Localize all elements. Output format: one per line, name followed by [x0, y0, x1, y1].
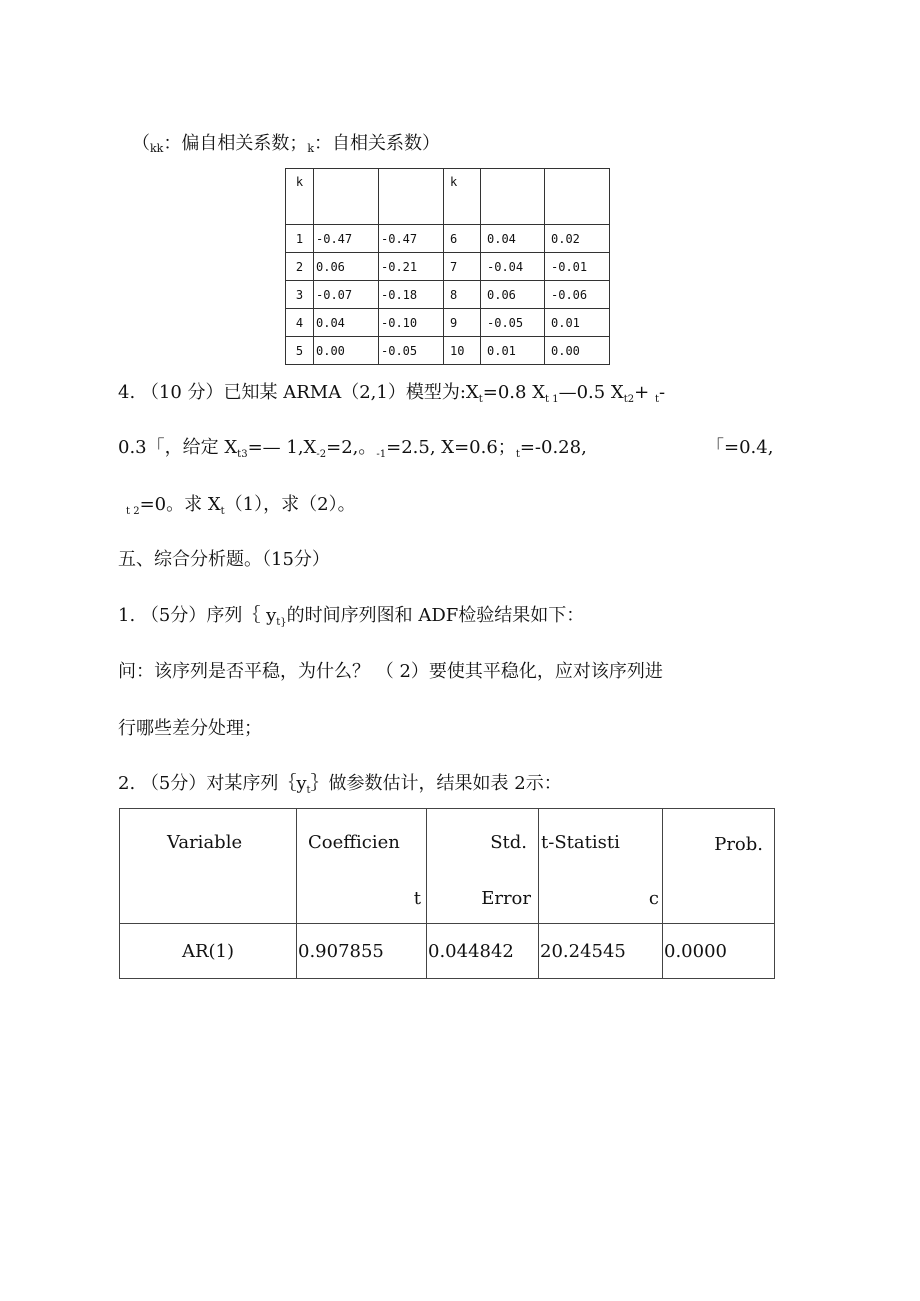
header-cell: k	[444, 169, 481, 225]
header-variable: Variable	[167, 832, 243, 853]
q4-text: =— 1,X	[247, 437, 317, 458]
header-prob: Prob.	[714, 834, 763, 855]
header-std-cell	[427, 809, 539, 924]
acf-pacf-table	[285, 168, 610, 365]
q4-text: -	[658, 382, 666, 403]
header-tstat-2: c	[648, 888, 659, 909]
table-cell: -0.47	[379, 225, 444, 253]
table-cell: -0.04	[481, 253, 545, 281]
table-header-row	[286, 169, 610, 225]
legend-acf-label: ：自相关系数）	[314, 133, 441, 154]
table-cell: -0.10	[379, 309, 444, 337]
header-cell	[379, 169, 444, 225]
q4-text: =2,。	[326, 437, 377, 458]
table-cell: 8	[444, 281, 481, 309]
q1-line-1	[118, 605, 584, 634]
legend-pacf-label: ：偏自相关系数；	[163, 133, 308, 154]
q4-sub: t	[515, 449, 520, 460]
q4-text: +	[634, 382, 655, 403]
table-cell: 0.01	[481, 337, 545, 365]
table-cell: 0.00	[545, 337, 610, 365]
legend-open: （	[132, 133, 150, 154]
table-cell: -0.21	[379, 253, 444, 281]
q4-sub: -2	[316, 449, 327, 460]
legend-k: k	[307, 142, 315, 155]
table-cell: 9	[444, 309, 481, 337]
header-coefficient-cell	[297, 809, 427, 924]
table-row	[286, 253, 610, 281]
table-row	[120, 924, 775, 979]
table-row	[286, 309, 610, 337]
q4-sub: t3	[237, 449, 248, 460]
q2-text: ｝做参数估计，结果如表 2示：	[310, 773, 562, 794]
header-cell	[481, 169, 545, 225]
table-cell: 0.06	[314, 253, 379, 281]
cell-prob: 0.0000	[663, 924, 775, 979]
q1-text: 的时间序列图和 ADF检验结果如下：	[286, 605, 585, 626]
header-prob-cell	[663, 809, 775, 924]
table-cell: 4	[286, 309, 314, 337]
cell-std-error: 0.044842	[427, 924, 539, 979]
q4-text: =0.8 X	[482, 382, 546, 403]
q1-line-3: 行哪些差分处理；	[118, 718, 262, 739]
table-row	[286, 337, 610, 365]
q4-text: 0.3「，给定 X	[118, 437, 238, 458]
header-std-1: Std.	[490, 832, 527, 853]
table-cell: -0.01	[545, 253, 610, 281]
q4-text: （1），求（2）。	[224, 494, 356, 515]
q4-sub: t	[654, 394, 659, 405]
table-cell: 10	[444, 337, 481, 365]
table-cell: 0.06	[481, 281, 545, 309]
q2-sub: t	[306, 785, 311, 796]
q2-line-1	[118, 773, 562, 802]
table-header-row	[120, 809, 775, 924]
table-cell: -0.47	[314, 225, 379, 253]
q4-sub: -1	[376, 449, 387, 460]
q1-line-2: 问：该序列是否平稳，为什么？ （ 2）要使其平稳化，应对该序列进	[118, 661, 663, 682]
legend-kk: kk	[150, 142, 164, 155]
q4-line-1	[118, 382, 665, 411]
table-cell: -0.18	[379, 281, 444, 309]
header-std-2: Error	[481, 888, 531, 909]
q4-line-2-tail: 「=0.4,	[706, 437, 774, 458]
cell-variable: AR(1)	[120, 924, 297, 979]
q4-text: =2.5, X=0.6；	[386, 437, 516, 458]
table-row	[286, 225, 610, 253]
table-cell: -0.05	[481, 309, 545, 337]
q4-line-2	[118, 437, 587, 466]
table-cell: 0.00	[314, 337, 379, 365]
header-coefficient-2: t	[413, 888, 421, 909]
table-cell: -0.07	[314, 281, 379, 309]
q4-text: 4. （10 分）已知某 ARMA（2,1）模型为:X	[118, 382, 479, 403]
q1-text: 1. （5分）序列｛ y	[118, 605, 277, 626]
q4-sub: t	[478, 394, 483, 405]
header-tstat-1: t-Statisti	[541, 832, 620, 853]
header-coefficient-1: Coefficien	[308, 832, 400, 853]
table-cell: -0.06	[545, 281, 610, 309]
q4-sub: t 1	[545, 394, 559, 405]
table-cell: 3	[286, 281, 314, 309]
cell-coefficient: 0.907855	[297, 924, 427, 979]
cell-tstat: 20.24545	[539, 924, 663, 979]
table-cell: -0.05	[379, 337, 444, 365]
table-cell: 0.04	[481, 225, 545, 253]
header-cell: k	[286, 169, 314, 225]
table-cell: 0.01	[545, 309, 610, 337]
table-cell: 0.04	[314, 309, 379, 337]
table-cell: 0.02	[545, 225, 610, 253]
table-cell: 6	[444, 225, 481, 253]
q4-sub: t 2	[126, 506, 140, 517]
q4-text: =-0.28,	[519, 437, 587, 458]
q2-text: 2. （5分）对某序列｛y	[118, 773, 307, 794]
table-cell: 5	[286, 337, 314, 365]
table-row	[286, 281, 610, 309]
header-cell	[545, 169, 610, 225]
header-variable-cell	[120, 809, 297, 924]
q4-text: —0.5 X	[558, 382, 624, 403]
q4-text: =0。求 X	[139, 494, 221, 515]
q4-sub: t2	[623, 394, 635, 405]
table-cell: 2	[286, 253, 314, 281]
parameter-table	[119, 808, 775, 979]
q4-sub: t	[220, 506, 225, 517]
acf-legend	[132, 133, 440, 160]
table-cell: 7	[444, 253, 481, 281]
q4-line-3	[126, 494, 356, 523]
header-cell	[314, 169, 379, 225]
table-cell: 1	[286, 225, 314, 253]
section-title: 五、综合分析题。（15分）	[118, 549, 330, 570]
header-tstat-cell	[539, 809, 663, 924]
q1-sub: t}	[276, 617, 287, 628]
